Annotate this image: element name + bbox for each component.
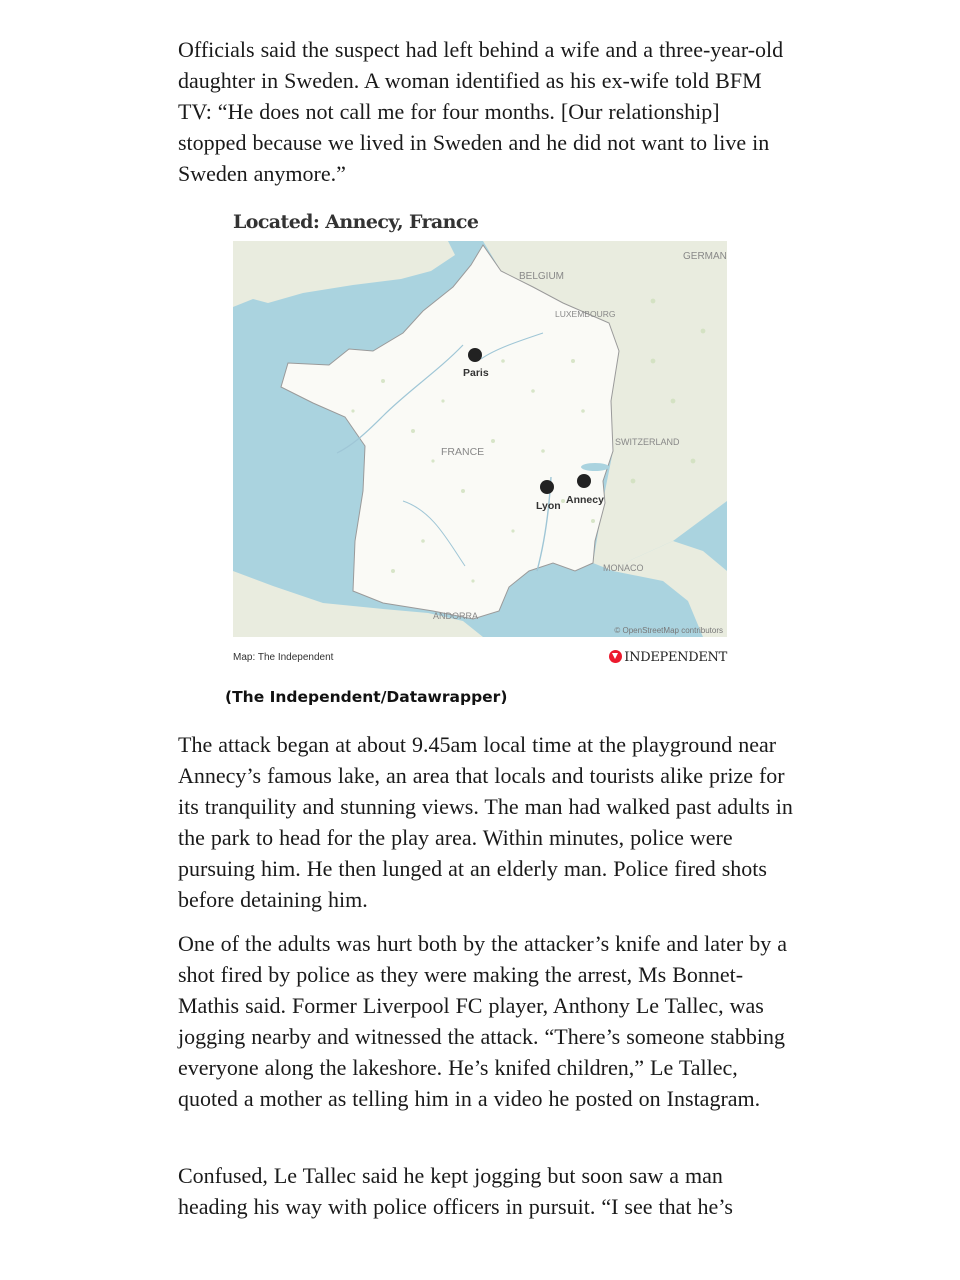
- paragraph-4-container: [178, 1160, 793, 1222]
- brand-name: INDEPENDENT: [624, 650, 727, 665]
- paragraph-3: One of the adults was hurt both by the attacker’s knife and later by a shot fired by police as they were making the arrest, Ms Bonnet-Mathis said. Former Liverpool FC player, Anthony Le Tallec, was jogging nearby and witnessed the attack. “There’s someone stabbing everyone along the lakeshore. He’s knifed children,” Le Tallec, quoted a mother as telling him in a video he posted on Instagram.: [178, 931, 787, 1111]
- label-andorra: ANDORRA: [433, 611, 479, 621]
- paragraph-2: The attack began at about 9.45am local time at the playground near Annecy’s famous lake, an area that locals and tourists alike prize for its tranquility and stunning views. The man had walked past adults in the park to head for the play area. Within minutes, police were pursuing him. He then lunged at an elderly man. Police fired shots before detaining him.: [178, 732, 793, 912]
- independent-logo-icon: [609, 650, 622, 663]
- map-title: Located: Annecy, France: [233, 211, 479, 233]
- map-figure: [233, 208, 728, 665]
- paragraph-3-container: [178, 928, 793, 1114]
- paragraph-1: Officials said the suspect had left behind a wife and a three-year-old daughter in Sweden. A woman identified as his ex-wife told BFM TV: “He does not call me for four months. [Our relationship] stopped because we lived in Sweden and he did not want to live in Sweden anymore.”: [178, 37, 784, 186]
- marker-lyon: [540, 480, 554, 494]
- label-switzerland: SWITZERLAND: [615, 437, 680, 447]
- paragraph-4: Confused, Le Tallec said he kept jogging but soon saw a man heading his way with police officers in pursuit. “I see that he’s: [178, 1163, 733, 1219]
- map-image: [233, 241, 727, 637]
- paragraph-1-container: [178, 34, 788, 189]
- label-monaco: MONACO: [603, 563, 644, 573]
- independent-brand: [609, 650, 727, 665]
- label-paris: Paris: [463, 367, 489, 379]
- paragraph-2-container: [178, 729, 793, 915]
- lake-geneva: [581, 463, 609, 471]
- map-attribution: © OpenStreetMap contributors: [614, 626, 723, 635]
- marker-annecy: [577, 474, 591, 488]
- map-credit: Map: The Independent: [233, 652, 334, 663]
- map-footer: [233, 648, 727, 670]
- image-caption: (The Independent/Datawrapper): [225, 688, 508, 706]
- label-annecy: Annecy: [566, 494, 604, 506]
- label-germany: GERMAN: [683, 251, 727, 262]
- label-luxembourg: LUXEMBOURG: [555, 309, 616, 319]
- france-map-svg: [233, 241, 727, 637]
- label-france: FRANCE: [441, 446, 485, 458]
- label-belgium: BELGIUM: [519, 271, 565, 282]
- marker-paris: [468, 348, 482, 362]
- label-lyon: Lyon: [536, 500, 561, 512]
